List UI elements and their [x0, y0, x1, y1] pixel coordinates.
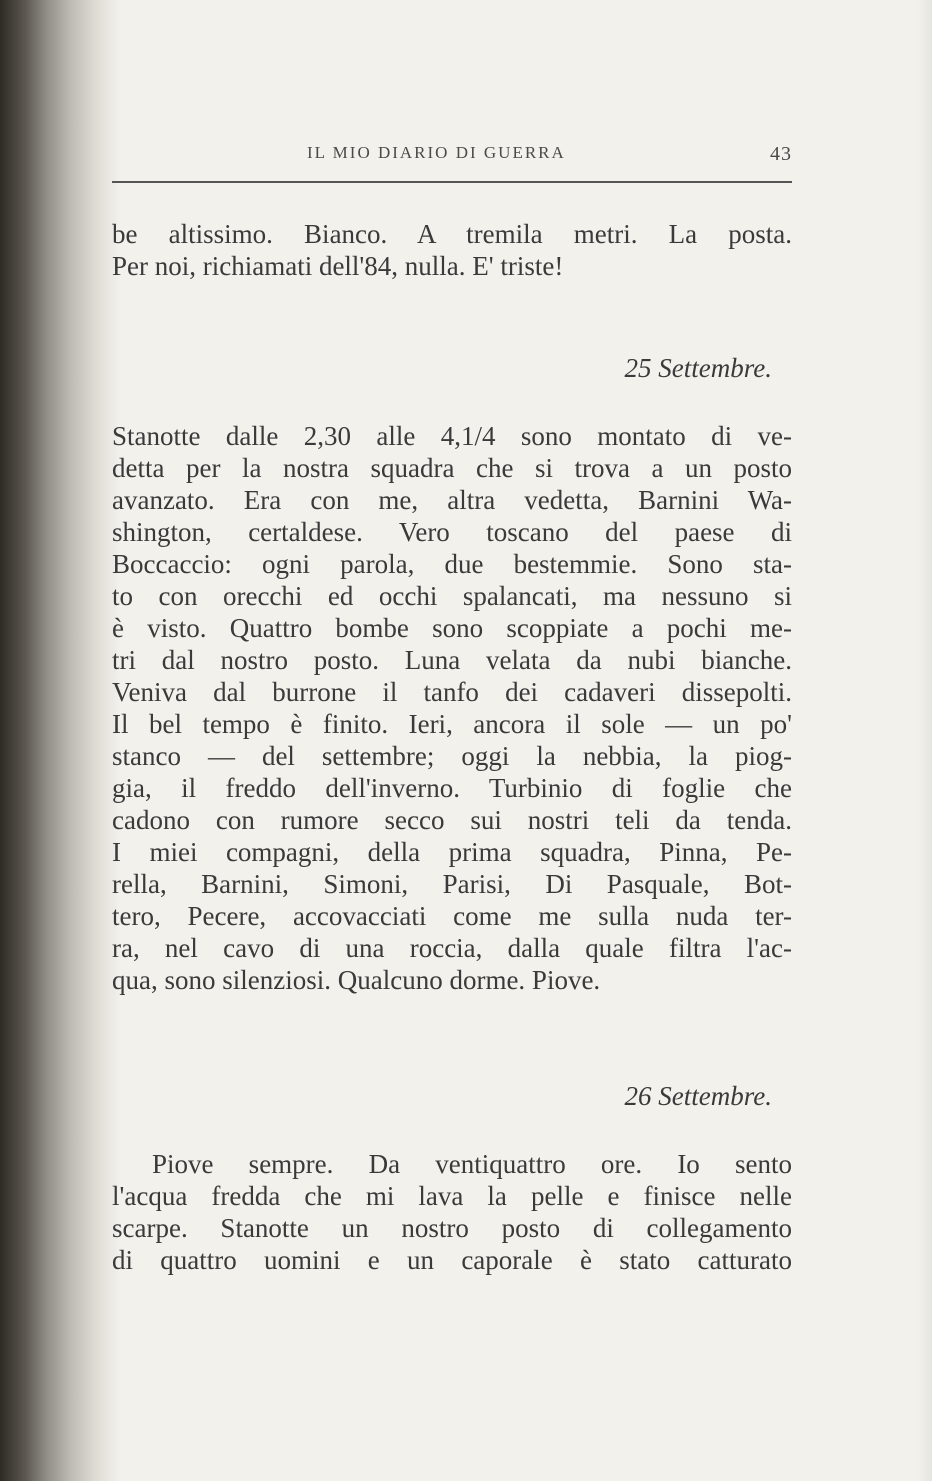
- text-line: cadono con rumore secco sui nostri teli da tenda.: [112, 805, 792, 835]
- header-rule: [112, 181, 792, 183]
- book-binding-shadow: [0, 0, 120, 1481]
- text-line: I miei compagni, della prima squadra, Pinna, Pe-: [112, 837, 792, 867]
- text-line: di quattro uomini e un caporale è stato catturato: [112, 1245, 792, 1275]
- text-line: be altissimo. Bianco. A tremila metri. La posta.: [112, 219, 792, 249]
- text-line: l'acqua fredda che mi lava la pelle e finisce nelle: [112, 1181, 792, 1211]
- entry-date: 25 Settembre.: [624, 353, 772, 383]
- text-line: rella, Barnini, Simoni, Parisi, Di Pasquale, Bot-: [112, 869, 792, 899]
- text-line: Boccaccio: ogni parola, due bestemmie. Sono sta-: [112, 549, 792, 579]
- text-line: scarpe. Stanotte un nostro posto di collegamento: [112, 1213, 792, 1243]
- text-line: Per noi, richiamati dell'84, nulla. E' triste!: [112, 251, 564, 281]
- text-line: to con orecchi ed occhi spalancati, ma nessuno si: [112, 581, 792, 611]
- text-line: shington, certaldese. Vero toscano del paese di: [112, 517, 792, 547]
- entry-date: 26 Settembre.: [624, 1081, 772, 1111]
- text-line: Stanotte dalle 2,30 alle 4,1/4 sono montato di ve-: [112, 421, 792, 451]
- text-line: Veniva dal burrone il tanfo dei cadaveri dissepolti.: [112, 677, 792, 707]
- book-page: [112, 0, 800, 1481]
- text-line: tri dal nostro posto. Luna velata da nubi bianche.: [112, 645, 792, 675]
- text-line: qua, sono silenziosi. Qualcuno dorme. Piove.: [112, 965, 601, 995]
- text-line: tero, Pecere, accovacciati come me sulla nuda ter-: [112, 901, 792, 931]
- text-line: stanco — del settembre; oggi la nebbia, la piog-: [112, 741, 792, 771]
- page-number: 43: [770, 143, 792, 165]
- text-line: è visto. Quattro bombe sono scoppiate a pochi me-: [112, 613, 792, 643]
- text-line: Il bel tempo è finito. Ieri, ancora il sole — un po': [112, 709, 792, 739]
- text-line: ra, nel cavo di una roccia, dalla quale filtra l'ac-: [112, 933, 792, 963]
- running-title: IL MIO DIARIO DI GUERRA: [307, 143, 566, 162]
- page-header: [112, 143, 792, 167]
- text-line: Piove sempre. Da ventiquattro ore. Io sento: [152, 1149, 792, 1179]
- page-edge: [918, 0, 932, 1481]
- text-line: avanzato. Era con me, altra vedetta, Barnini Wa-: [112, 485, 792, 515]
- text-line: gia, il freddo dell'inverno. Turbinio di foglie che: [112, 773, 792, 803]
- text-line: detta per la nostra squadra che si trova a un posto: [112, 453, 792, 483]
